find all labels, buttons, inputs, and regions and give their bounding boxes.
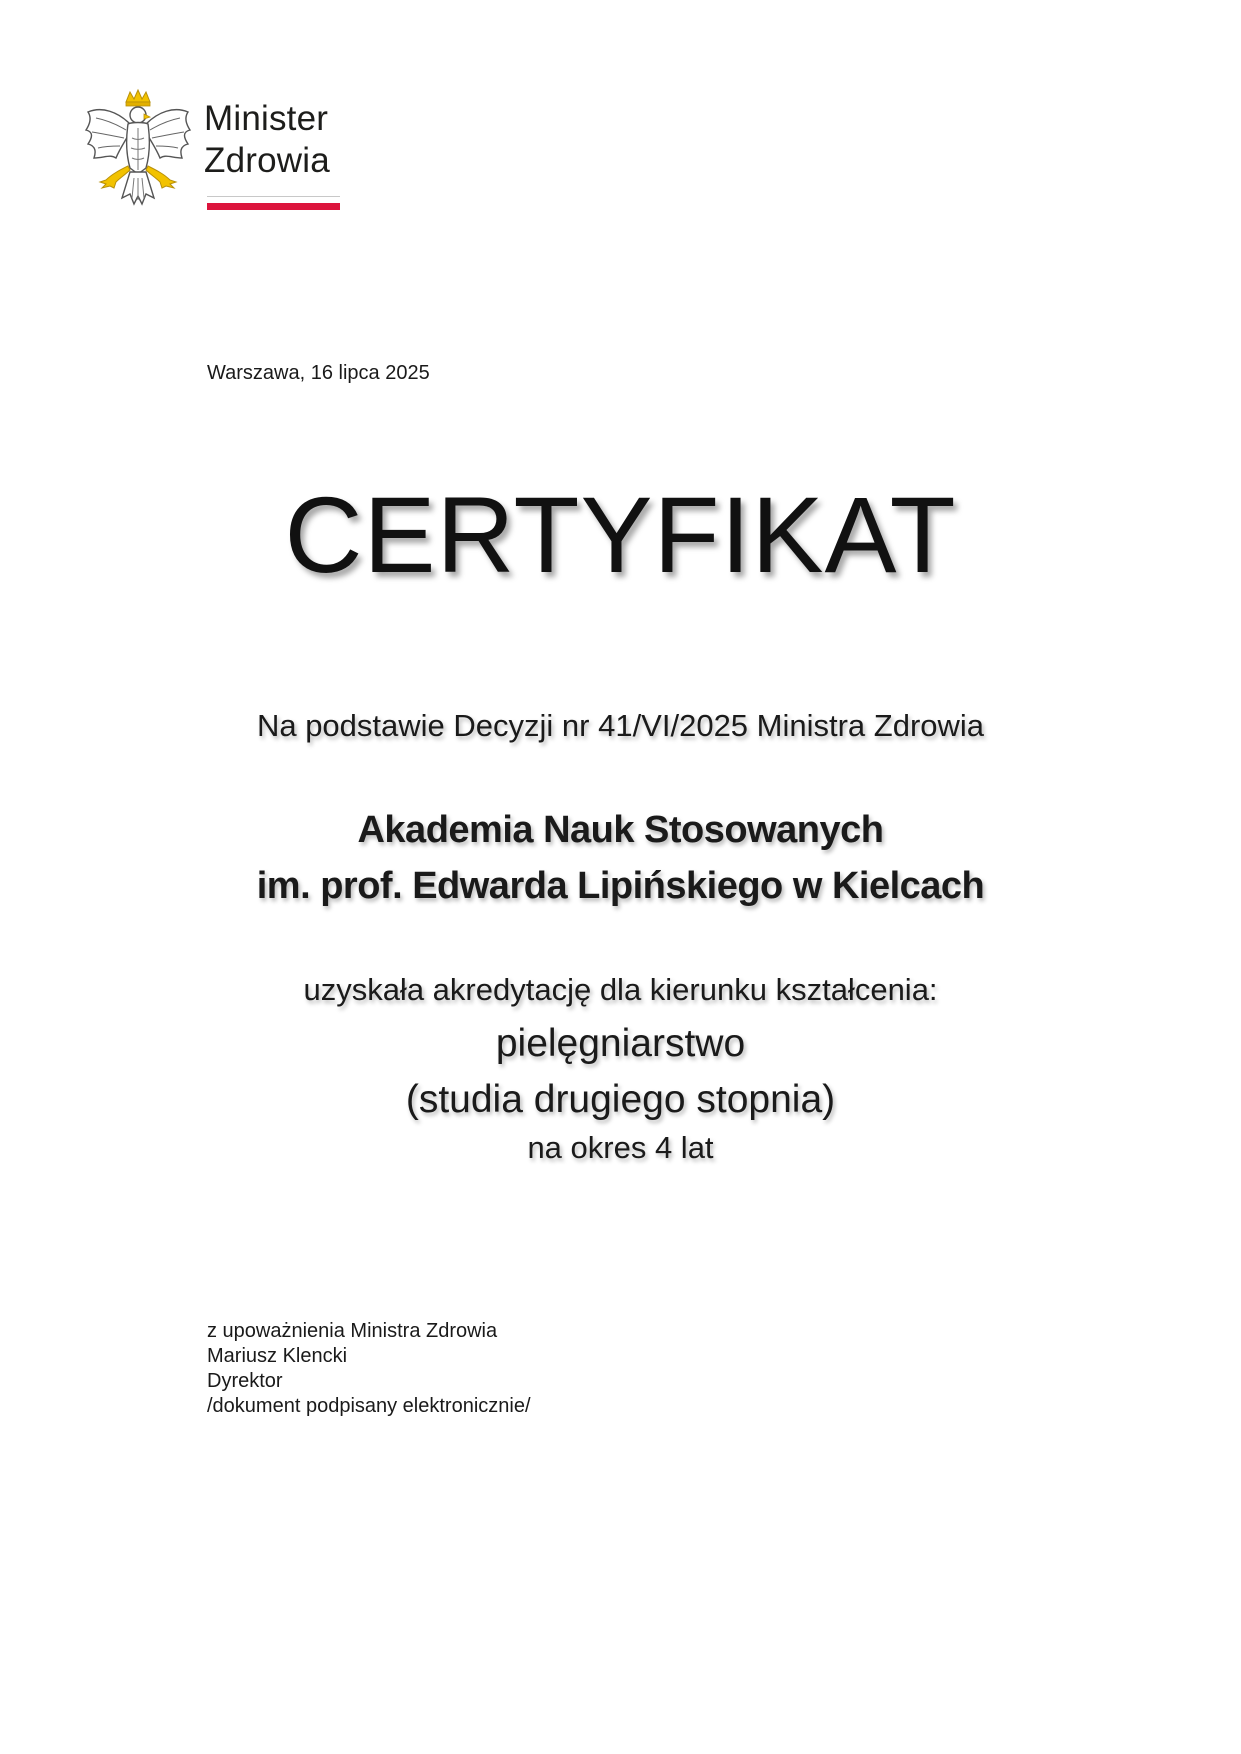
signature-note: /dokument podpisany elektronicznie/: [207, 1395, 531, 1417]
certificate-title: CERTYFIKAT: [284, 474, 957, 595]
signature-authorization: z upoważnienia Ministra Zdrowia: [207, 1320, 498, 1342]
institution-name-line1: Akademia Nauk Stosowanych: [357, 809, 884, 851]
institution-name: [0, 802, 1241, 914]
flag-bar: [207, 196, 340, 210]
field-of-study-name: pielęgniarstwo: [495, 1022, 746, 1065]
ministry-name: [204, 98, 330, 182]
field-of-study: [0, 1016, 1241, 1128]
polish-eagle-emblem-icon: [82, 88, 194, 210]
document-date: Warszawa, 16 lipca 2025: [207, 362, 430, 384]
decision-basis: Na podstawie Decyzji nr 41/VI/2025 Ministra Zdrowia: [256, 708, 985, 743]
flag-bar-red: [207, 203, 340, 210]
signature-name: Mariusz Klencki: [207, 1345, 348, 1367]
accreditation-statement: uzyskała akredytację dla kierunku kształcenia:: [303, 972, 938, 1007]
institution-name-line2: im. prof. Edwarda Lipińskiego w Kielcach: [256, 865, 985, 907]
flag-bar-white: [207, 196, 340, 203]
signature-position: Dyrektor: [207, 1370, 283, 1392]
ministry-name-line2: Zdrowia: [204, 141, 330, 180]
ministry-name-line1: Minister: [204, 99, 329, 138]
field-of-study-level: (studia drugiego stopnia): [405, 1078, 836, 1121]
accreditation-period: na okres 4 lat: [527, 1130, 714, 1165]
signature-block: [207, 1319, 531, 1419]
